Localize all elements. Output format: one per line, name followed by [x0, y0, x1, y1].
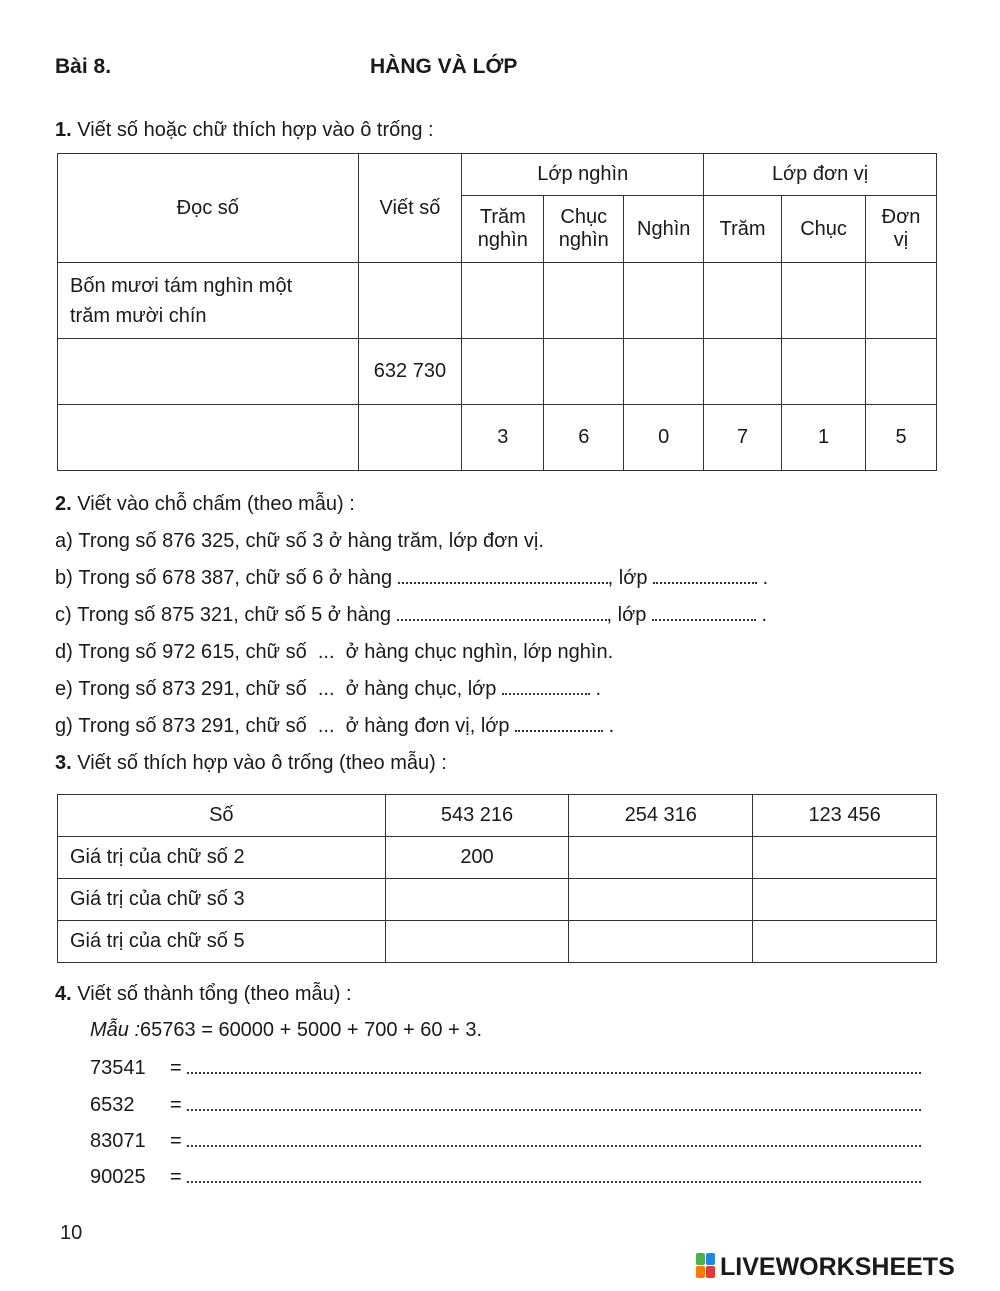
ex3-heading: [55, 752, 447, 775]
ex4-item: 90025 =: [90, 1166, 921, 1189]
sub-ten-thousands: Chục nghìn: [544, 196, 624, 263]
ex2-item-d: d) Trong số 972 615, chữ số ... ở hàng chục nghìn, lớp nghìn.: [55, 641, 614, 663]
lesson-number: Bài 8.: [55, 55, 112, 78]
ex4-item: 6532 =: [90, 1094, 921, 1117]
row1-digit-cell[interactable]: [866, 263, 937, 339]
sample-text: 65763 = 60000 + 5000 + 700 + 60 + 3.: [140, 1019, 483, 1041]
logo-icon: [696, 1253, 716, 1279]
row2-read-cell[interactable]: [58, 339, 359, 405]
row1-read: Bốn mươi tám nghìn một trăm mười chín: [58, 263, 359, 339]
ex3-row-label: Giá trị của chữ số 5: [58, 921, 386, 963]
sample-label: Mẫu :: [90, 1019, 141, 1041]
row3-write-cell[interactable]: [358, 405, 462, 471]
ex2-number: 2.: [55, 493, 72, 515]
ex3-answer-cell[interactable]: [569, 837, 753, 879]
row3-digit: 3: [462, 405, 544, 471]
ex4-sample: [90, 1019, 482, 1042]
ex4-item: 83071 =: [90, 1130, 921, 1153]
ex2-item-e: e) Trong số 873 291, chữ số ... ở hàng chục, lớp .: [55, 678, 602, 700]
ex3-header-cell: 123 456: [753, 795, 937, 837]
row1-digit-cell[interactable]: [704, 263, 782, 339]
answer-blank[interactable]: [187, 1131, 921, 1147]
row3-digit: 6: [544, 405, 624, 471]
row1-digit-cell[interactable]: [462, 263, 544, 339]
answer-blank[interactable]: [187, 1095, 921, 1111]
row3-digit: 1: [782, 405, 866, 471]
row1-digit-cell[interactable]: [782, 263, 866, 339]
sub-hundred-thousands: Trăm nghìn: [462, 196, 544, 263]
ex3-number: 3.: [55, 752, 72, 774]
answer-blank[interactable]: [652, 605, 756, 621]
ex3-answer-cell[interactable]: [385, 921, 569, 963]
sub-hundreds: Trăm: [704, 196, 782, 263]
ex3-row-label: Giá trị của chữ số 2: [58, 837, 386, 879]
row2-digit-cell[interactable]: [704, 339, 782, 405]
ex3-header-cell: 254 316: [569, 795, 753, 837]
ex4-item: 73541 =: [90, 1057, 921, 1080]
row1-digit-cell[interactable]: [624, 263, 704, 339]
ex3-value: 200: [385, 837, 569, 879]
ex1-heading: [55, 119, 434, 142]
answer-blank[interactable]: [515, 716, 603, 732]
ex1-number: 1.: [55, 119, 72, 141]
ex2-item-b: b) Trong số 678 387, chữ số 6 ở hàng , lớp .: [55, 567, 769, 589]
ex3-row-label: Giá trị của chữ số 3: [58, 879, 386, 921]
row2-digit-cell[interactable]: [544, 339, 624, 405]
ex4-heading: [55, 983, 352, 1006]
brand-text: LIVEWORKSHEETS: [720, 1253, 955, 1281]
answer-blank[interactable]: [187, 1167, 921, 1183]
ex4-number: 4.: [55, 983, 72, 1005]
answer-blank[interactable]: [397, 605, 607, 621]
ex3-header-cell: 543 216: [385, 795, 569, 837]
row2-write: 632 730: [358, 339, 462, 405]
ex2-item-g: g) Trong số 873 291, chữ số ... ở hàng đơn vị, lớp .: [55, 715, 615, 737]
page-number: 10: [60, 1222, 83, 1244]
ex3-answer-cell[interactable]: [753, 837, 937, 879]
ex2-heading: [55, 493, 355, 516]
row3-digit: 7: [704, 405, 782, 471]
liveworksheets-logo: [696, 1253, 955, 1282]
ex3-answer-cell[interactable]: [753, 879, 937, 921]
ex3-answer-cell[interactable]: [385, 879, 569, 921]
lesson-title: HÀNG VÀ LỚP: [370, 55, 518, 78]
ex1-table: [57, 153, 937, 471]
row2-digit-cell[interactable]: [782, 339, 866, 405]
answer-blank[interactable]: ...: [317, 641, 335, 663]
row2-digit-cell[interactable]: [624, 339, 704, 405]
ex2-item-c: c) Trong số 875 321, chữ số 5 ở hàng , lớp .: [55, 604, 768, 626]
ex3-answer-cell[interactable]: [569, 879, 753, 921]
answer-blank[interactable]: [653, 568, 757, 584]
row3-digit: 5: [866, 405, 937, 471]
col-read-header: Đọc số: [58, 154, 359, 263]
ex2-instruction: Viết vào chỗ chấm (theo mẫu) :: [77, 493, 355, 515]
ex4-instruction: Viết số thành tổng (theo mẫu) :: [77, 983, 352, 1005]
answer-blank[interactable]: ...: [317, 715, 335, 737]
sub-thousands: Nghìn: [624, 196, 704, 263]
col-write-header: Viết số: [358, 154, 462, 263]
ex3-answer-cell[interactable]: [753, 921, 937, 963]
row1-digit-cell[interactable]: [544, 263, 624, 339]
answer-blank[interactable]: ...: [317, 678, 335, 700]
row3-digit: 0: [624, 405, 704, 471]
ex3-table: [57, 794, 937, 963]
ex3-header-cell: Số: [58, 795, 386, 837]
ex3-answer-cell[interactable]: [569, 921, 753, 963]
sub-tens: Chục: [782, 196, 866, 263]
ex2-item-a: a) Trong số 876 325, chữ số 3 ở hàng trăm, lớp đơn vị.: [55, 530, 544, 552]
row3-read-cell[interactable]: [58, 405, 359, 471]
row2-digit-cell[interactable]: [866, 339, 937, 405]
answer-blank[interactable]: [187, 1058, 921, 1074]
ex3-instruction: Viết số thích hợp vào ô trống (theo mẫu) :: [77, 752, 447, 774]
group-thousands-header: Lớp nghìn: [462, 154, 704, 196]
ex1-instruction: Viết số hoặc chữ thích hợp vào ô trống :: [77, 119, 434, 141]
group-units-header: Lớp đơn vị: [704, 154, 937, 196]
sub-units: Đơn vị: [866, 196, 937, 263]
row1-write-cell[interactable]: [358, 263, 462, 339]
answer-blank[interactable]: [502, 679, 590, 695]
row2-digit-cell[interactable]: [462, 339, 544, 405]
answer-blank[interactable]: [398, 568, 608, 584]
